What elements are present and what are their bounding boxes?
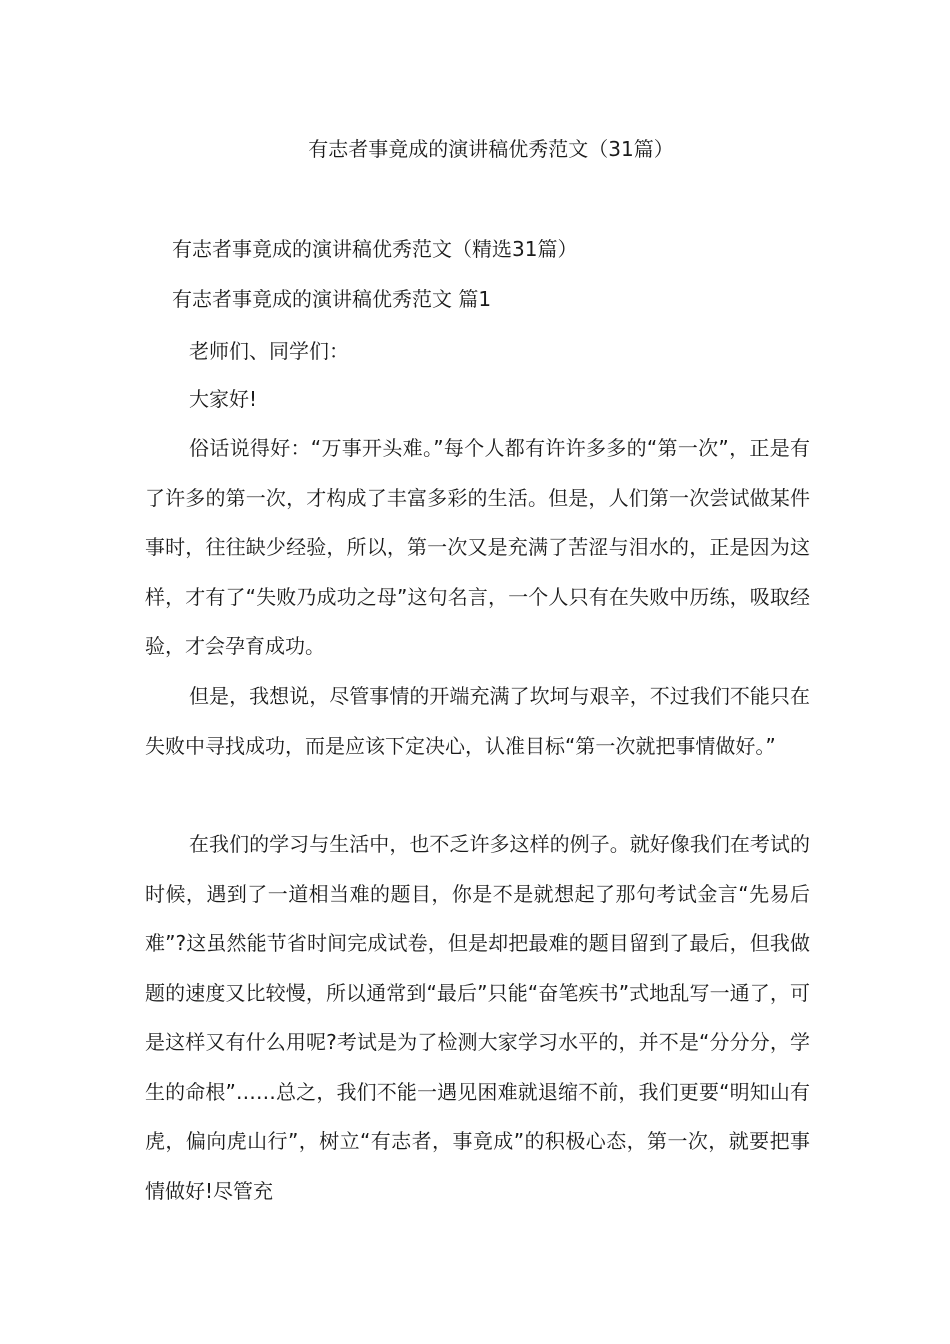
section-heading: 有志者事竟成的演讲稿优秀范文 篇1 — [172, 287, 492, 311]
body-paragraph: 在我们的学习与生活中，也不乏许多这样的例子。就好像我们在考试的时候，遇到了一道相当难的题目，你是不是就想起了那句考试金言“先易后难”?这虽然能节省时间完成试卷，但是却把最难的题目留到了最后，但我做题的速度又比较慢，所以通常到“最后”只能“奋笔疾书”式地乱写一通了，可是这样又有什么用呢?考试是为了检测大家学习水平的，并不是“分分分，学生的命根”……总之，我们不能一遇见困难就退缩不前，我们更要“明知山有虎，偏向虎山行”，树立“有志者，事竟成”的积极心态，第一次，就要把事情做好!尽管充 — [145, 832, 810, 1203]
body-paragraph: 俗话说得好：“万事开头难。”每个人都有许许多多的“第一次”，正是有了许多的第一次，才构成了丰富多彩的生活。但是，人们第一次尝试做某件事时，往往缺少经验，所以，第一次又是充满了苦涩与泪水的，正是因为这样，才有了“失败乃成功之母”这句名言，一个人只有在失败中历练，吸取经验，才会孕育成功。 — [145, 436, 810, 658]
salutation: 老师们、同学们： — [189, 339, 349, 363]
document-subtitle: 有志者事竟成的演讲稿优秀范文（精选31篇） — [172, 237, 578, 261]
body-paragraph: 但是，我想说，尽管事情的开端充满了坎坷与艰辛，不过我们不能只在失败中寻找成功，而是应该下定决心，认准目标“第一次就把事情做好。” — [145, 684, 810, 758]
greeting: 大家好! — [189, 387, 258, 411]
document-title: 有志者事竟成的演讲稿优秀范文（31篇） — [308, 137, 674, 161]
